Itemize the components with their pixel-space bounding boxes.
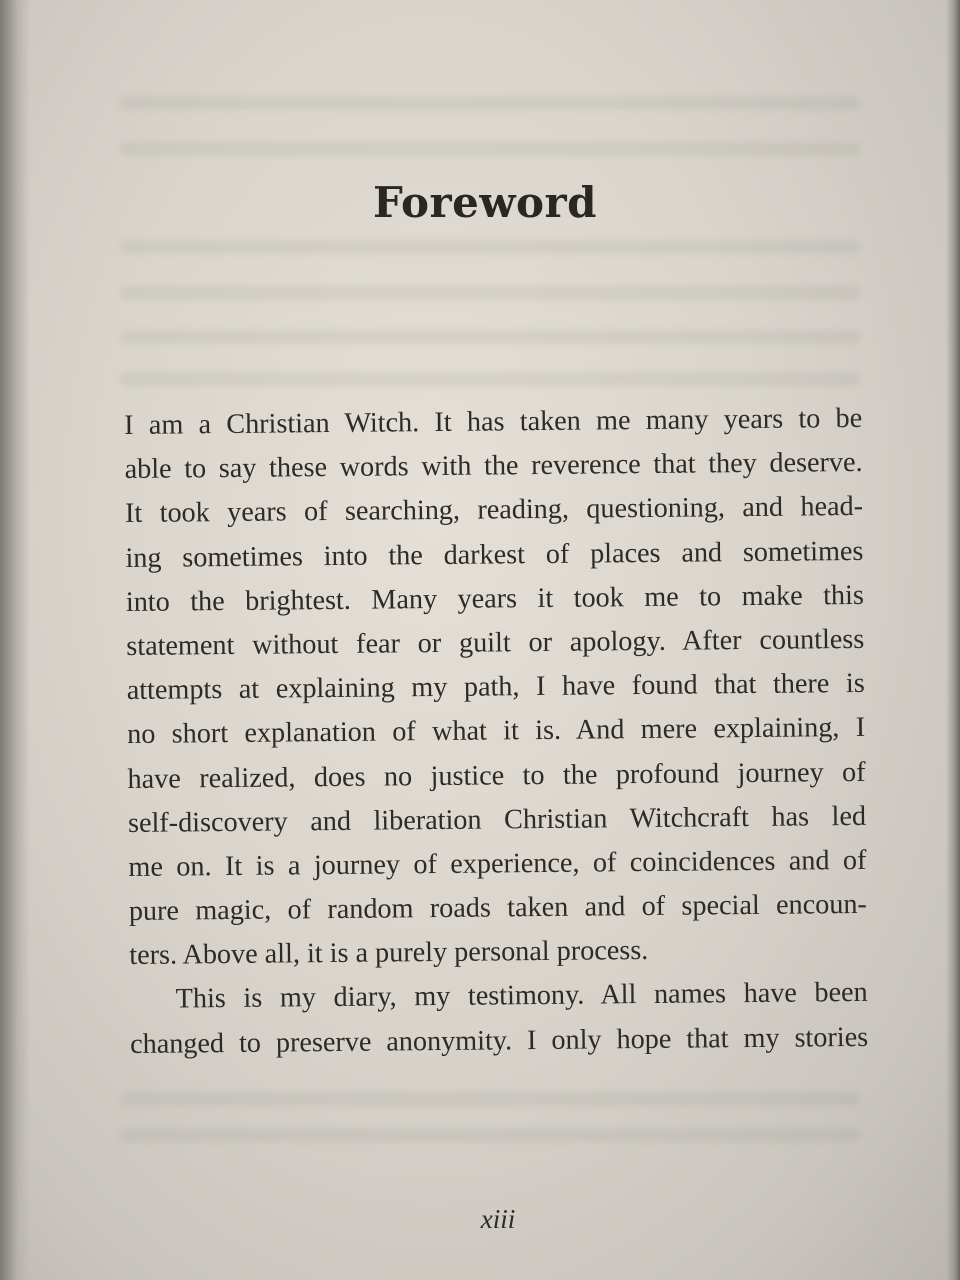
text-line: It took years of searching, reading, questioning, and head- bbox=[124, 491, 864, 530]
show-through-text bbox=[120, 330, 860, 344]
show-through-text bbox=[120, 96, 860, 110]
show-through-text bbox=[120, 1128, 860, 1142]
show-through-text bbox=[120, 372, 860, 386]
text-line: This is my diary, my testimony. All names have been bbox=[175, 977, 868, 1015]
text-line: changed to preserve anonymity. I only hope that my stories bbox=[129, 1021, 869, 1060]
page-number: xiii bbox=[480, 1204, 516, 1234]
show-through-text bbox=[120, 286, 860, 300]
text-line: pure magic, of random roads taken and of special encoun- bbox=[128, 888, 867, 928]
show-through-text bbox=[120, 240, 860, 254]
text-line: able to say these words with the reverence that they deserve. bbox=[124, 447, 863, 486]
chapter-title: Foreword bbox=[372, 178, 598, 227]
text-line: ters. Above all, it is a purely personal process. bbox=[129, 935, 649, 972]
text-line: me on. It is a journey of experience, of coincidences and of bbox=[128, 844, 867, 883]
text-line: into the brightest. Many years it took me to make this bbox=[125, 579, 865, 618]
paragraph bbox=[124, 397, 867, 978]
text-line: have realized, does no justice to the profound journey of bbox=[127, 756, 866, 795]
text-line: attempts at explaining my path, I have found that there is bbox=[126, 668, 865, 707]
text-line: I am a Christian Witch. It has taken me many years to be bbox=[124, 402, 863, 441]
show-through-text bbox=[120, 142, 860, 156]
text-line: no short explanation of what it is. And mere explaining, I bbox=[127, 712, 866, 751]
text-line: ing sometimes into the darkest of places and sometimes bbox=[125, 535, 864, 574]
text-line: self-discovery and liberation Christian Witchcraft has led bbox=[127, 800, 867, 839]
paragraph bbox=[130, 971, 869, 1066]
text-line: statement without fear or guilt or apology. After countless bbox=[126, 623, 865, 662]
show-through-text bbox=[120, 1092, 860, 1106]
body-text bbox=[124, 397, 868, 1067]
